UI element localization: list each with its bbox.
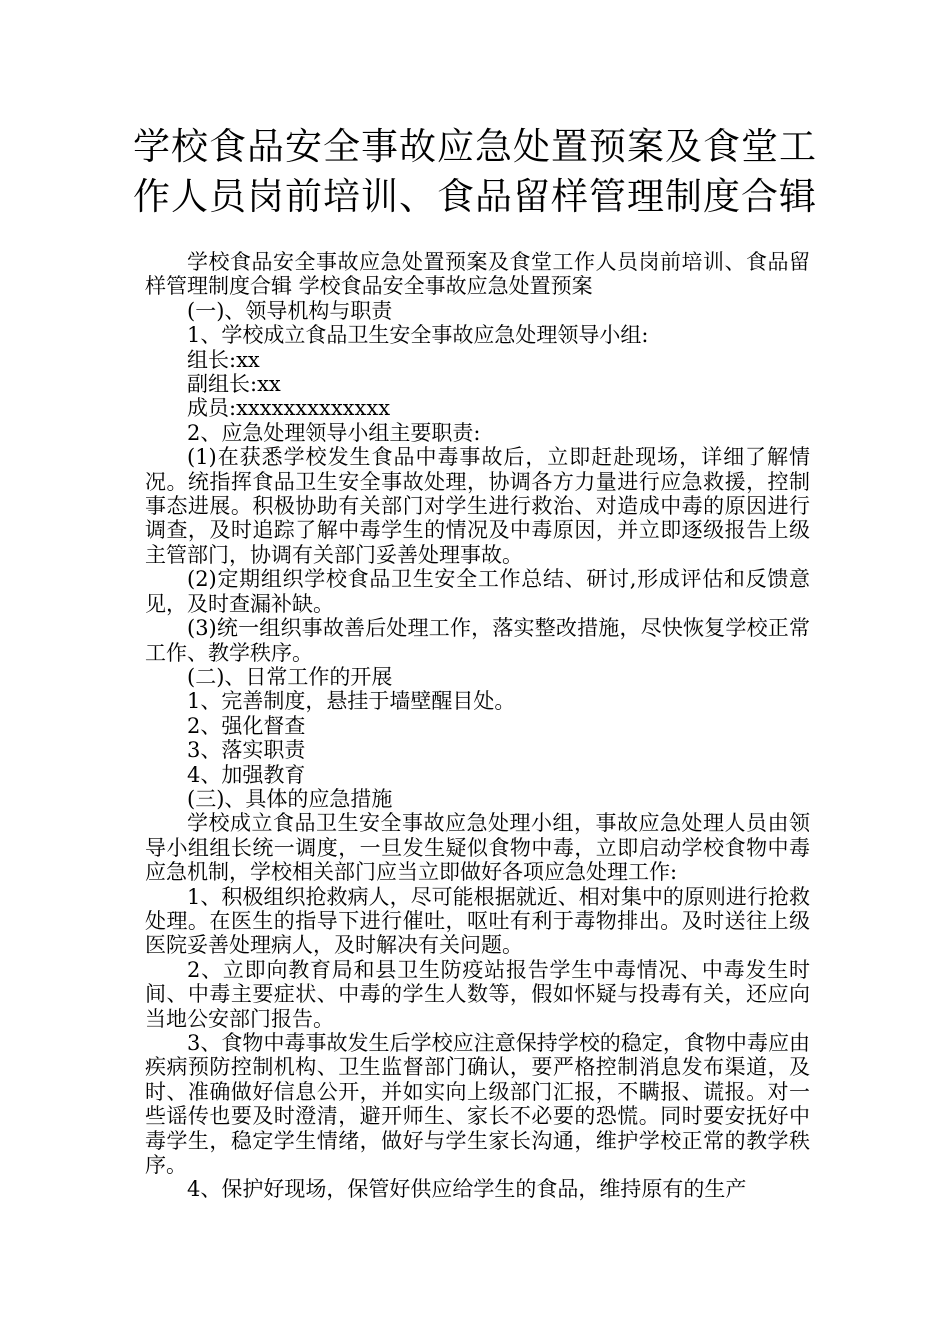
list-item: 组长:xx <box>187 347 260 372</box>
paragraph-intro: 学校食品安全事故应急处置预案及食堂工作人员岗前培训、食品留样管理制度合辑 学校食品安全事故应急处置预案 <box>145 250 810 299</box>
paragraph: (1)在获悉学校发生食品中毒事故后，立即赶赴现场，详细了解情况。统指挥食品卫生安全事故处理，协调各方力量进行应急救援，控制事态进展。积极协助有关部门对学生进行救治、对造成中毒的原因进行调查，及时追踪了解中毒学生的情况及中毒原因，并立即逐级报告上级主管部门，协调有关部门妥善处理事故。 <box>145 445 810 567</box>
list-item: 2、应急处理领导小组主要职责: <box>187 420 481 445</box>
list-item: 4、加强教育 <box>187 762 306 787</box>
paragraph: 学校成立食品卫生安全事故应急处理小组，事故应急处理人员由领导小组组长统一调度，一旦发生疑似食物中毒，立即启动学校食物中毒应急机制，学校相关部门应当立即做好各项应急处理工作: <box>145 811 810 885</box>
section-heading-2: (二)、日常工作的开展 <box>187 664 393 689</box>
paragraph: 4、保护好现场，保管好供应给学生的食品，维持原有的生产 <box>187 1177 747 1202</box>
list-item: 3、落实职责 <box>187 738 306 763</box>
list-item: 1、学校成立食品卫生安全事故应急处理领导小组: <box>187 323 649 348</box>
paragraph: (3)统一组织事故善后处理工作，落实整改措施，尽快恢复学校正常工作、教学秩序。 <box>145 616 810 665</box>
paragraph: (2)定期组织学校食品卫生安全工作总结、研讨,形成评估和反馈意见，及时查漏补缺。 <box>145 567 810 616</box>
document-title: 学校食品安全事故应急处置预案及食堂工作人员岗前培训、食品留样管理制度合辑 <box>133 125 817 218</box>
section-heading-1: (一)、领导机构与职责 <box>187 298 393 323</box>
paragraph: 3、食物中毒事故发生后学校应注意保持学校的稳定，食物中毒应由疾病预防控制机构、卫生监督部门确认，要严格控制消息发布渠道，及时、准确做好信息公开，并如实向上级部门汇报，不瞒报、谎报。对一些谣传也要及时澄清，避开师生、家长不必要的恐慌。同时要安抚好中毒学生，稳定学生情绪，做好与学生家长沟通，维护学校正常的教学秩序。 <box>145 1031 810 1178</box>
section-heading-3: (三)、具体的应急措施 <box>187 786 393 811</box>
list-item: 2、强化督查 <box>187 713 306 738</box>
document-body <box>145 250 810 1202</box>
list-item: 1、完善制度，悬挂于墙壁醒目处。 <box>187 689 516 714</box>
list-item: 成员:xxxxxxxxxxxxx <box>187 396 391 421</box>
paragraph: 2、立即向教育局和县卫生防疫站报告学生中毒情况、中毒发生时间、中毒主要症状、中毒的学生人数等，假如怀疑与投毒有关，还应向当地公安部门报告。 <box>145 957 810 1031</box>
list-item: 副组长:xx <box>187 372 281 397</box>
paragraph: 1、积极组织抢救病人，尽可能根据就近、相对集中的原则进行抢救处理。在医生的指导下进行催吐，呕吐有利于毒物排出。及时送往上级医院妥善处理病人，及时解决有关问题。 <box>145 884 810 958</box>
